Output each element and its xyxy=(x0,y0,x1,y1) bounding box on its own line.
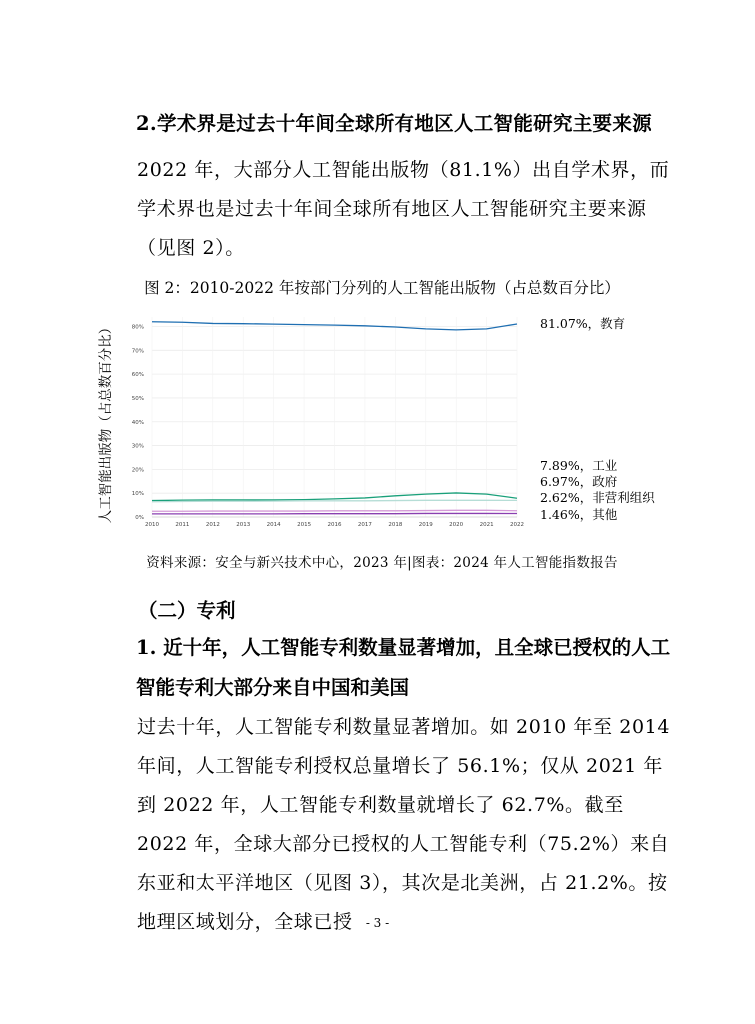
x-tick-label: 2021 xyxy=(479,522,494,528)
x-tick-label: 2014 xyxy=(266,522,281,528)
y-tick-label: 80% xyxy=(131,324,144,331)
series-end-label: 7.89%，工业 xyxy=(540,458,618,473)
x-tick-label: 2017 xyxy=(357,522,372,528)
x-tick-label: 2012 xyxy=(205,522,220,528)
chart xyxy=(92,305,672,535)
x-tick-label: 2015 xyxy=(297,522,312,528)
y-axis-ticks xyxy=(132,325,144,521)
y-tick-label: 10% xyxy=(131,491,144,498)
x-tick-label: 2013 xyxy=(236,522,251,528)
paragraph-1-text: 2022 年，大部分人工智能出版物（81.1%）出自学术界，而学术界也是过去十年间全球所有地区人工智能研究主要来源（见图 2）。 xyxy=(137,159,670,259)
series-end-label: 81.07%，教育 xyxy=(540,316,626,331)
y-tick-label: 50% xyxy=(131,395,144,402)
series-end-label: 6.97%，政府 xyxy=(540,474,618,489)
x-tick-label: 2010 xyxy=(145,522,159,528)
section-heading: 2.学术界是过去十年间全球所有地区人工智能研究主要来源 xyxy=(136,112,652,135)
x-tick-label: 2011 xyxy=(175,522,190,528)
y-tick-label: 30% xyxy=(131,443,144,450)
subsection-heading: （二）专利 xyxy=(138,599,236,622)
y-axis-label: 人工智能出版物（占总数百分比） xyxy=(98,320,114,524)
heading-patents-text: 1. 近十年，人工智能专利数量显著增加，且全球已授权的人工智能专利大部分来自中国和美国 xyxy=(136,636,671,699)
x-tick-label: 2016 xyxy=(327,522,342,528)
paragraph-1 xyxy=(92,151,672,268)
y-tick-label: 60% xyxy=(131,372,144,379)
x-tick-label: 2018 xyxy=(388,522,403,528)
x-axis-ticks xyxy=(145,522,524,528)
series-line-非营利组织 xyxy=(152,510,517,511)
x-tick-label: 2019 xyxy=(418,522,433,528)
series-end-label: 2.62%，非营利组织 xyxy=(540,490,655,505)
y-tick-label: 20% xyxy=(131,467,144,474)
y-tick-label: 40% xyxy=(131,419,144,426)
heading-patents xyxy=(92,628,677,708)
y-tick-label: 0% xyxy=(135,515,144,521)
paragraph-2 xyxy=(92,708,672,942)
paragraph-2-text: 过去十年，人工智能专利数量显著增加。如 2010 年至 2014 年间，人工智能专利授权总量增长了 56.1%；仅从 2021 年到 2022 年，人工智能专利数量就增长了 62.7%。截至 2022 年，全球大部分已授权的人工智能专利（75.2%）来自东亚和太平洋地区（见图 3），其次是北美洲，占 21.2%。按地理区域划分，全球已授 xyxy=(137,716,671,933)
page-number: - 3 - xyxy=(365,916,390,930)
figure-title: 图 2：2010-2022 年按部门分列的人工智能出版物（占总数百分比） xyxy=(144,279,620,297)
x-tick-label: 2020 xyxy=(449,522,464,528)
chart-grid xyxy=(152,317,517,517)
series-end-label: 1.46%，其他 xyxy=(540,507,618,522)
figure-source: 资料来源：安全与新兴技术中心，2023 年|图表：2024 年人工智能指数报告 xyxy=(146,555,618,571)
x-tick-label: 2022 xyxy=(510,522,524,528)
series-end-labels xyxy=(540,316,655,522)
y-tick-label: 70% xyxy=(131,348,144,355)
